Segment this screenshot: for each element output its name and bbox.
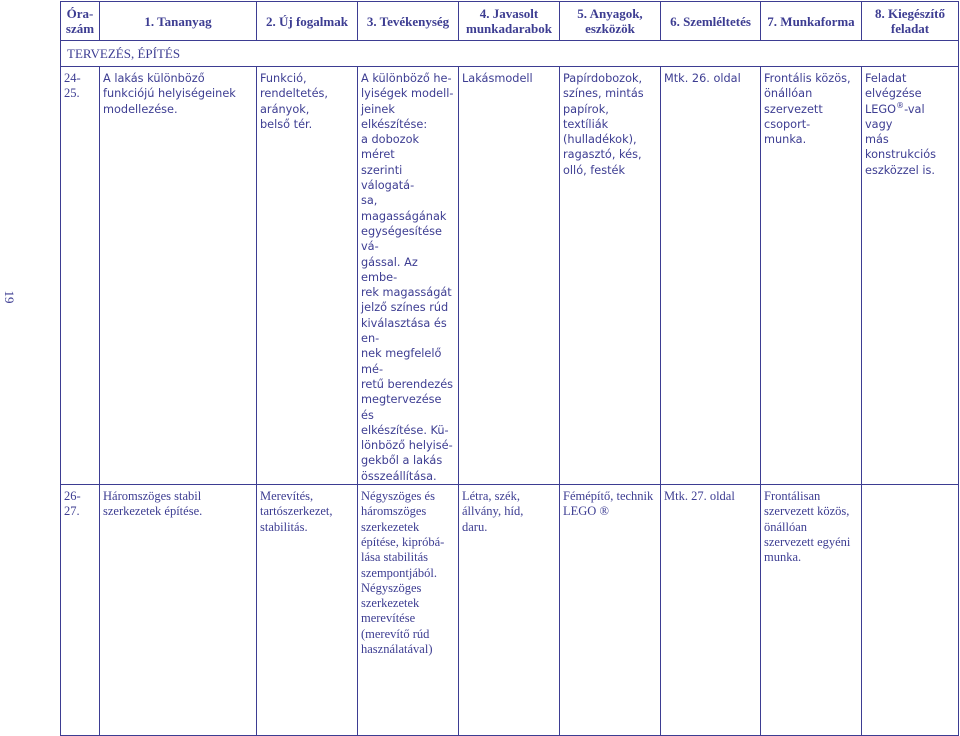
- table-row: [61, 67, 959, 485]
- row-workpieces: Lakásmodell: [462, 72, 533, 85]
- row-illustration: Mtk. 27. oldal: [664, 489, 735, 504]
- header-materials: 5. Anyagok, eszközök: [560, 2, 661, 41]
- table-row: [61, 485, 959, 736]
- header-row: [61, 2, 959, 41]
- header-illustration: 6. Szemléltetés: [661, 2, 761, 41]
- registered-mark: ®: [896, 100, 905, 110]
- extra-text-post: -val vagy más konstrukciós eszközzel is.: [865, 102, 937, 177]
- header-concepts: 2. Új fogalmak: [257, 2, 358, 41]
- header-extra: 8. Kiegészítő feladat: [862, 2, 959, 41]
- row-work-form: Frontálisan szervezett közös, önállóan szervezett egyéni munka.: [764, 489, 851, 565]
- row-extra: [862, 485, 958, 489]
- row-extra: [862, 67, 958, 178]
- row-workpieces: Létra, szék, állvány, híd, daru.: [462, 489, 524, 534]
- header-hours: Óra- szám: [61, 2, 100, 41]
- row-illustration: Mtk. 26. oldal: [664, 72, 741, 85]
- row-materials: Papírdobozok, színes, mintás papírok, textíliák (hulladékok), ragasztó, kés, olló, festék: [563, 72, 644, 177]
- row-concepts: Funkció, rendeltetés, arányok, belső tér.: [260, 72, 329, 131]
- section-row: [61, 41, 959, 67]
- header-workpieces: 4. Javasolt munkadarabok: [459, 2, 560, 41]
- header-topic: 1. Tananyag: [100, 2, 257, 41]
- extra-text-pre: Feladat elvégzése LEGO: [865, 72, 922, 116]
- row-concepts: Merevítés, tartószerkezet, stabilitás.: [260, 489, 333, 534]
- curriculum-table: [60, 1, 959, 736]
- row-activity: Négyszöges és háromszöges szerkezetek építése, kipróbá- lása stabilitás szempontjából. Négyszöges szerkezetek merevítése (merevítő rúd használatával): [361, 489, 445, 656]
- row-activity: A különböző he- lyiségek modell- jeinek elkészítése: a dobozok méret szerinti válogatá- sa, magasságának egységesítése vá- gással. Az embe- rek magasságát jelző színes rúd kiválasztása és en- nek megfelelő mé- retű berendezés megtervezése és elkészítése. Kü- lönböző helyisé- gekből a lakás összeállítása.: [361, 72, 454, 483]
- row-hours: 26-27.: [64, 489, 81, 519]
- row-hours: 24-25.: [64, 71, 81, 101]
- section-title: TERVEZÉS, ÉPÍTÉS: [61, 41, 959, 67]
- header-work-form: 7. Munkaforma: [761, 2, 862, 41]
- header-activity: 3. Tevékenység: [358, 2, 459, 41]
- row-topic: A lakás különböző funkciójú helyiségeinek modellezése.: [103, 72, 236, 116]
- row-materials: Fémépítő, technik LEGO ®: [563, 489, 654, 519]
- row-work-form: Frontális közös, önállóan szervezett csoport- munka.: [764, 72, 851, 147]
- page-number: 19: [2, 290, 17, 304]
- row-topic: Háromszöges stabil szerkezetek építése.: [103, 489, 203, 519]
